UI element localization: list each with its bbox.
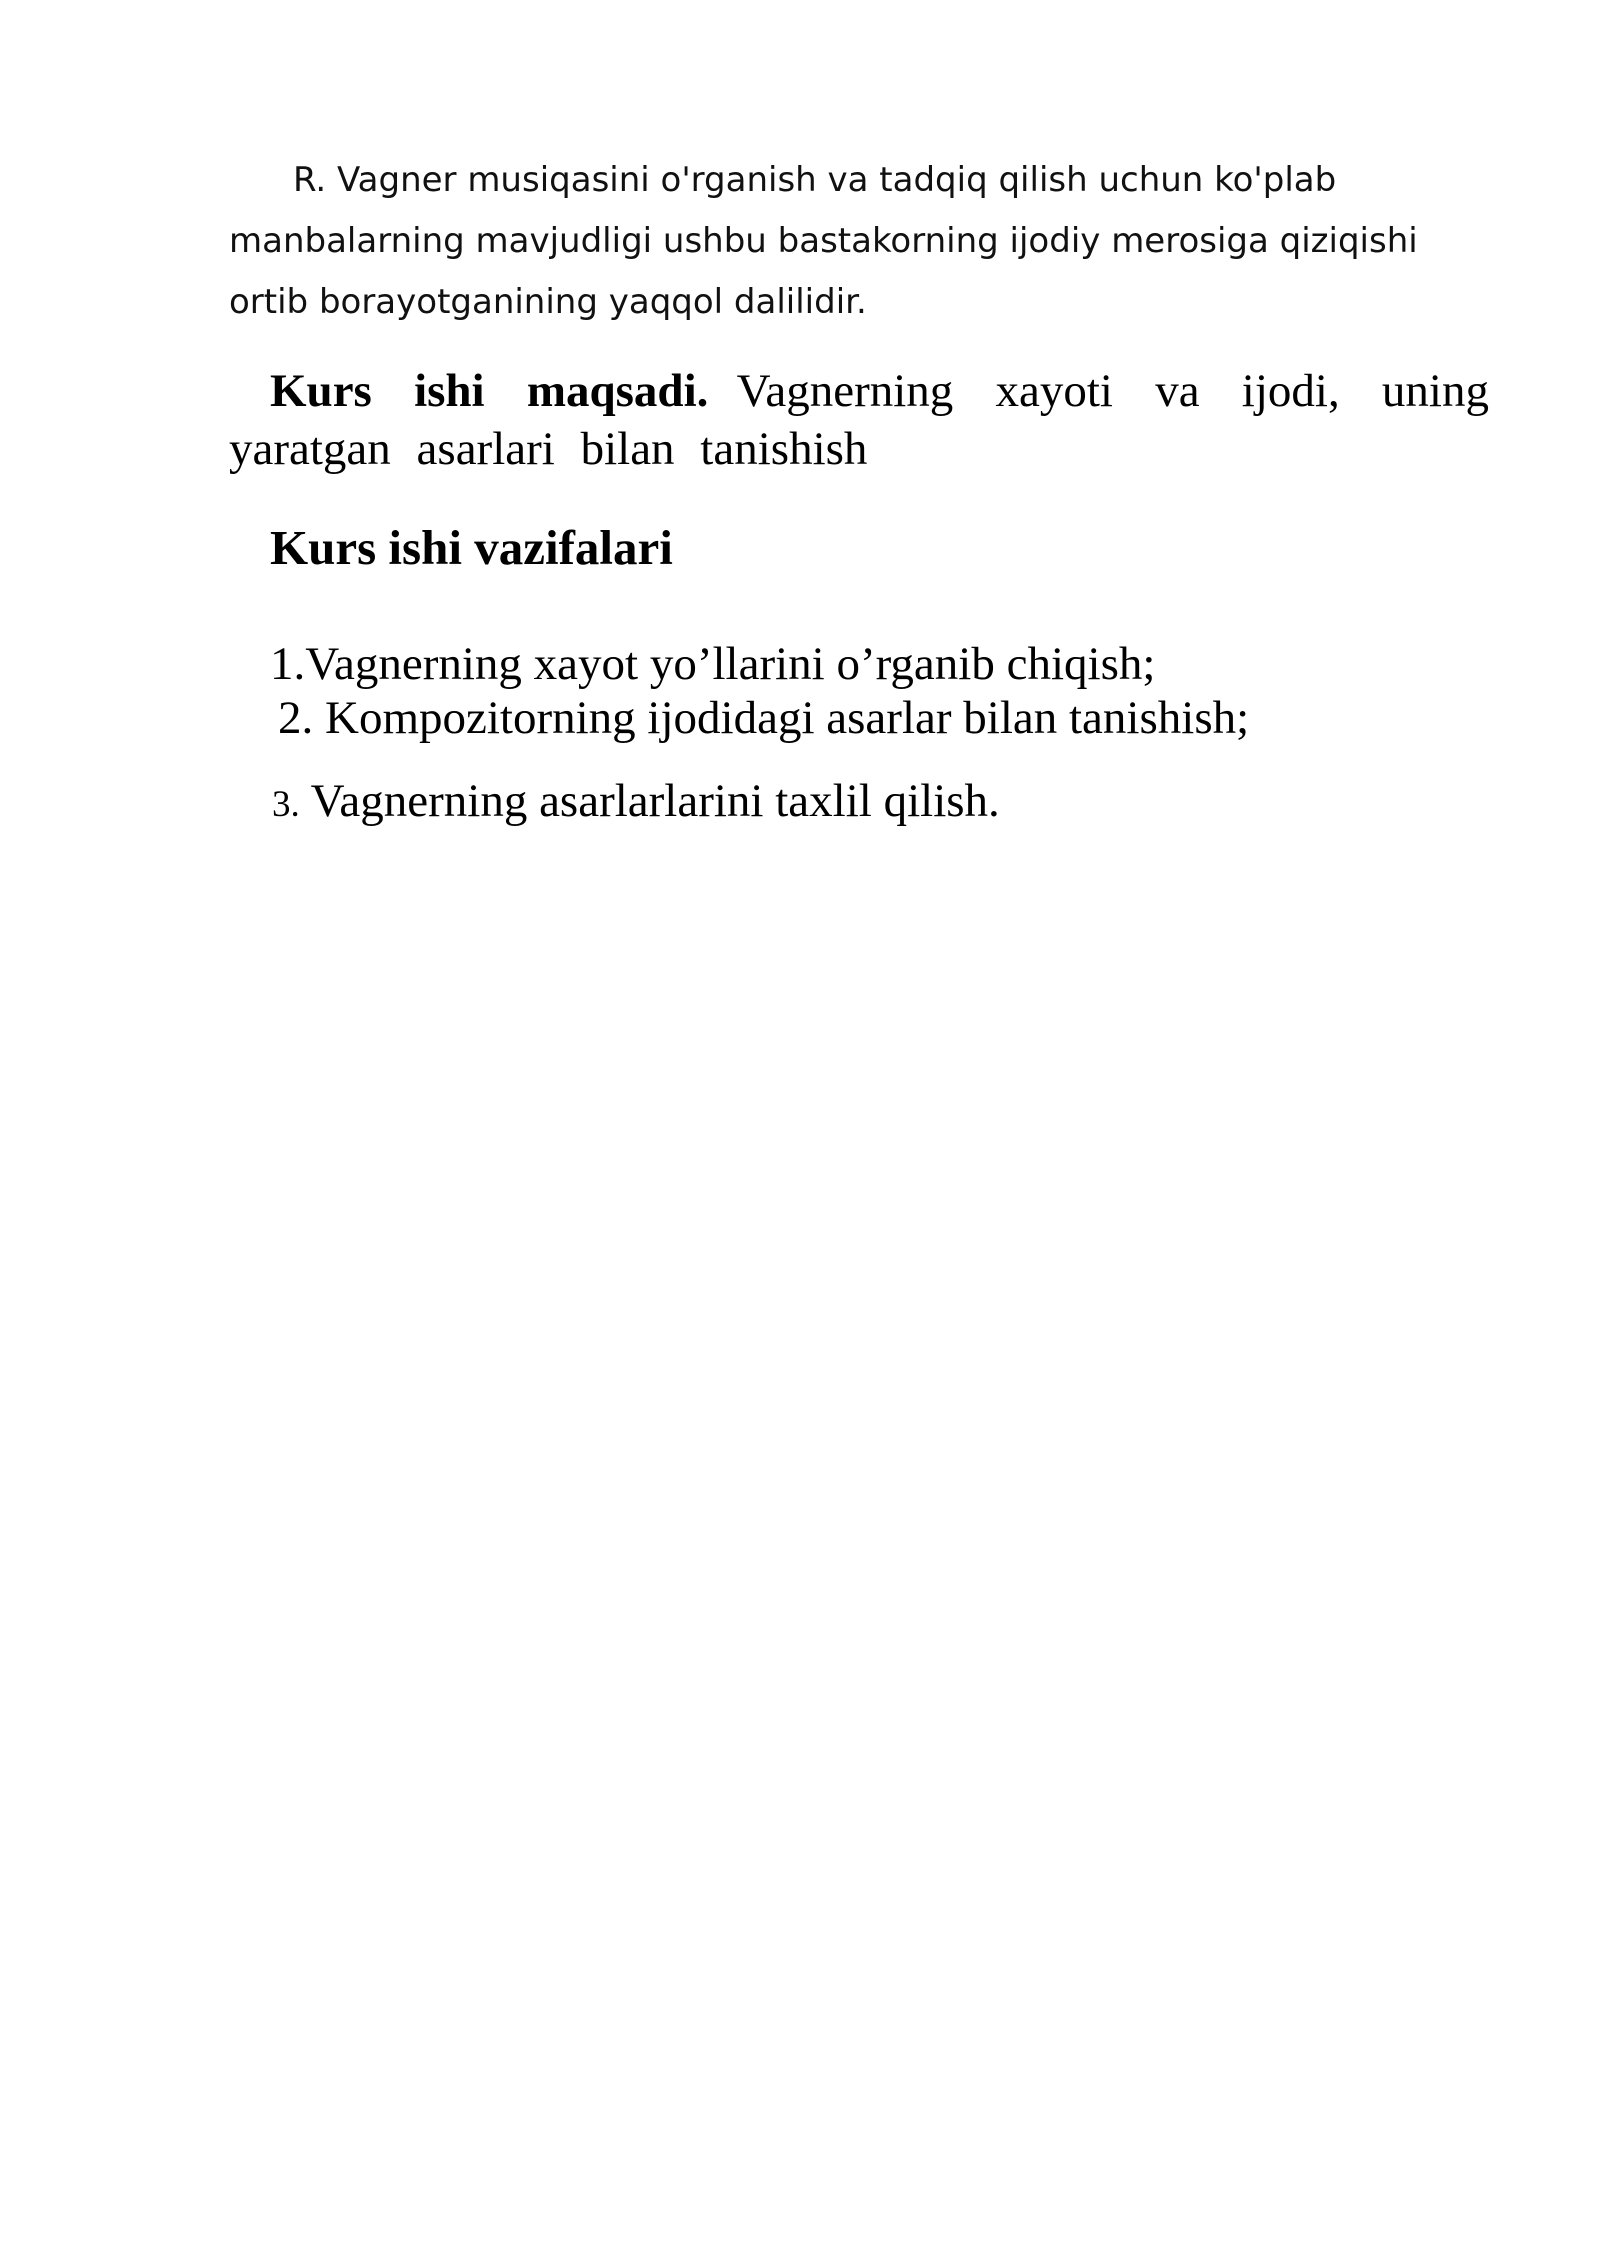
tasks-heading: Kurs ishi vazifalari bbox=[270, 520, 673, 575]
intro-line-1: R. Vagner musiqasini o'rganish va tadqiq qilish uchun ko'plab bbox=[293, 160, 1337, 200]
task-number: 1. bbox=[270, 638, 306, 690]
goal-label: Kurs ishi maqsadi. bbox=[270, 365, 709, 417]
task-item-3 bbox=[272, 772, 1000, 834]
task-text: Vagnerning asarlarlarini taxlil qilish. bbox=[310, 775, 1000, 827]
intro-paragraph bbox=[229, 150, 1489, 333]
intro-line-2: manbalarning mavjudligi ushbu bastakorning ijodiy merosiga qiziqishi bbox=[229, 221, 1418, 261]
task-item-1 bbox=[270, 635, 1155, 693]
task-text: Kompozitorning ijodidagi asarlar bilan tanishish; bbox=[325, 692, 1250, 744]
task-number: 2. bbox=[278, 692, 314, 744]
goal-text: Vagnerning xayoti va ijodi, uning yaratgan asarlari bilan tanishish bbox=[229, 365, 1489, 475]
task-item-2 bbox=[278, 689, 1249, 747]
task-text: Vagnerning xayot yo’llarini o’rganib chiqish; bbox=[305, 638, 1156, 690]
goal-paragraph bbox=[229, 362, 1489, 478]
task-number: 3. bbox=[272, 784, 300, 825]
intro-line-3: ortib borayotganining yaqqol dalilidir. bbox=[229, 282, 867, 322]
